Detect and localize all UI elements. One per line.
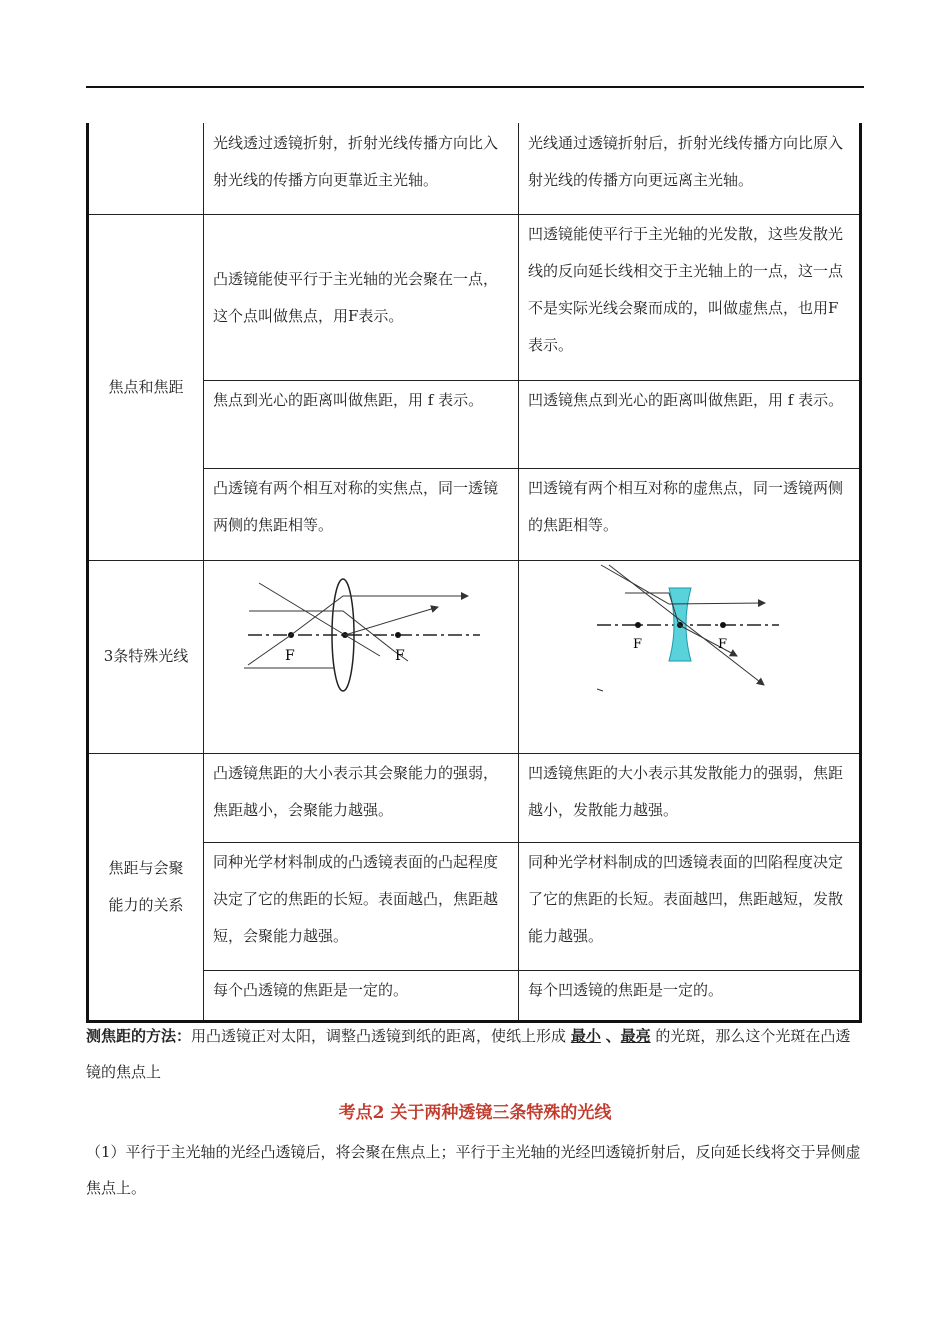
focus-concave-3: 凹透镜有两个相互对称的虚焦点，同一透镜两侧的焦距相等。: [519, 468, 861, 560]
convex-lens-diagram: [204, 561, 518, 739]
method-text-b: 的光斑，那么这个光斑在凸透镜的焦点上: [86, 1027, 851, 1081]
focal-label-left: F: [285, 647, 295, 664]
ray-parallel: [249, 611, 408, 661]
row1-convex-cell: 光线透过透镜折射，折射光线传播方向比入射光线的传播方向更靠近主光轴。: [204, 123, 519, 214]
blank-brightest: 最亮: [620, 1027, 651, 1045]
focus-convex-2: 焦点到光心的距离叫做焦距，用 f 表示。: [204, 380, 519, 468]
power-convex-1: 凸透镜焦距的大小表示其会聚能力的强弱，焦距越小，会聚能力越强。: [204, 753, 519, 842]
focal-point-left: [635, 622, 641, 628]
section-paragraph: （1）平行于主光轴的光经凸透镜后，将会聚在焦点上；平行于主光轴的光经凹透镜折射后，反向延长线将交于异侧虚焦点上。: [86, 1143, 861, 1197]
ray-through-focus: [248, 596, 468, 665]
focus-label-cell: 焦点和焦距: [88, 214, 204, 560]
focus-concave-1: 凹透镜能使平行于主光轴的光发散，这些发散光线的反向延长线相交于主光轴上的一点，这一点不是实际光线会聚而成的，叫做虚焦点，也用F表示。: [519, 214, 861, 380]
focal-label-left: F: [633, 636, 643, 652]
section-heading: 考点2 关于两种透镜三条特殊的光线: [338, 1103, 612, 1123]
power-concave-2: 同种光学材料制成的凹透镜表面的凹陷程度决定了它的焦距的长短。表面越凹，焦距越短，发散能力越强。: [519, 842, 861, 970]
method-label: 测焦距的方法：: [86, 1027, 192, 1045]
row1-label-cell: [88, 123, 204, 214]
focus-measure-method: [86, 1018, 864, 1090]
concave-diagram-cell: [519, 560, 861, 753]
concave-lens-diagram: [519, 561, 859, 739]
ray-stub: [597, 689, 603, 691]
focus-convex-1: 凸透镜能使平行于主光轴的光会聚在一点，这个点叫做焦点，用F表示。: [204, 214, 519, 380]
blank-separator: 、: [605, 1027, 621, 1045]
focus-concave-2: 凹透镜焦点到光心的距离叫做焦距，用 f 表示。: [519, 380, 861, 468]
power-convex-3: 每个凸透镜的焦距是一定的。: [204, 970, 519, 1021]
focus-convex-3: 凸透镜有两个相互对称的实焦点，同一透镜两侧的焦距相等。: [204, 468, 519, 560]
convex-diagram-cell: [204, 560, 519, 753]
header-rule: [86, 86, 864, 88]
power-convex-2: 同种光学材料制成的凸透镜表面的凸起程度决定了它的焦距的长短。表面越凸，焦距越短，会聚能力越强。: [204, 842, 519, 970]
focal-point-right: [395, 632, 401, 638]
focal-point-right: [720, 622, 726, 628]
power-concave-3: 每个凹透镜的焦距是一定的。: [519, 970, 861, 1021]
power-label-cell: 焦距与会聚能力的关系: [88, 753, 204, 1021]
row1-concave-cell: 光线通过透镜折射后，折射光线传播方向比原入射光线的传播方向更远离主光轴。: [519, 123, 861, 214]
power-concave-1: 凹透镜焦距的大小表示其发散能力的强弱，焦距越小，发散能力越强。: [519, 753, 861, 842]
method-text-a: 用凸透镜正对太阳，调整凸透镜到纸的距离，使纸上形成: [191, 1027, 567, 1045]
focal-label-right: F: [395, 647, 405, 664]
lens-comparison-table: [86, 123, 862, 1023]
blank-smallest: 最小: [570, 1027, 601, 1045]
rays-label-cell: 3条特殊光线: [88, 560, 204, 753]
focal-label-right: F: [718, 636, 728, 652]
ray-refracted: [345, 607, 438, 635]
